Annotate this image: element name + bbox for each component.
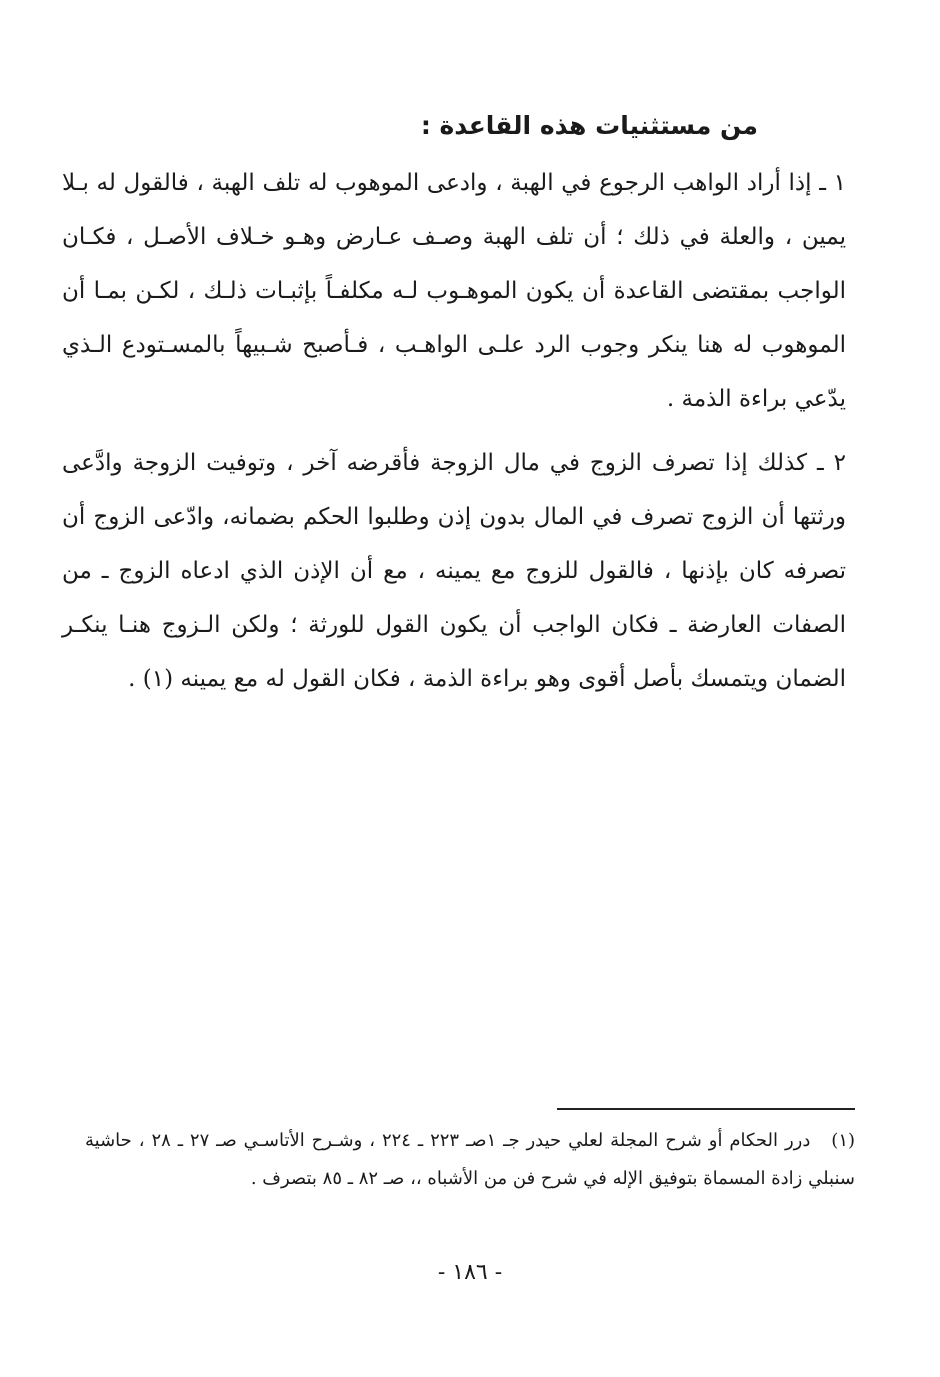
- main-content: [62, 100, 846, 716]
- paragraph-exception-1: ١ ـ إذا أراد الواهب الرجوع في الهبة ، وادعى الموهوب له تلف الهبة ، فالقول له بـلا يمين ، والعلة في ذلك ؛ أن تلف الهبة وصـف عـارض وهـو خـلاف الأصـل ، فكـان الواجب بمقتضى القاعدة أن يكون الموهـوب لـه مكلفـاً بإثبـات ذلـك ، لكـن بمـا أن الموهوب له هنا ينكر وجوب الرد علـى الواهـب ، فـأصبح شـبيهاً بالمسـتودع الـذي يدّعي براءة الذمة .: [62, 170, 846, 412]
- section-heading: من مستثنيات هذه القاعدة :: [420, 111, 758, 140]
- footnote-separator: [557, 1108, 855, 1110]
- footnote-number: (١): [831, 1130, 856, 1151]
- page-number: - ١٨٦ -: [437, 1260, 503, 1285]
- footnote-1: [85, 1122, 855, 1198]
- paragraph-exception-2: ٢ ـ كذلك إذا تصرف الزوج في مال الزوجة فأقرضه آخر ، وتوفيت الزوجة وادَّعى ورثتها أن الزوج تصرف في المال بدون إذن وطلبوا الحكم بضمانه، وادّعى الزوج أن تصرفه كان بإذنها ، فالقول للزوج مع يمينه ، مع أن الإذن الذي ادعاه الزوج ـ من الصفات العارضة ـ فكان الواجب أن يكون القول للورثة ؛ ولكن الـزوج هنـا ينكـر الضمان ويتمسك بأصل أقوى وهو براءة الذمة ، فكان القول له مع يمينه (١) .: [62, 450, 846, 692]
- footnotes: [85, 1108, 855, 1198]
- footnote-text: درر الحكام أو شرح المجلة لعلي حيدر جـ ١صـ ٢٢٣ ـ ٢٢٤ ، وشـرح الأتاسـي صـ ٢٧ ـ ٢٨ ، حاشية سنبلي زادة المسماة بتوفيق الإله في شرح فن من الأشباه ،، صـ ٨٢ ـ ٨٥ بتصرف .: [85, 1130, 855, 1189]
